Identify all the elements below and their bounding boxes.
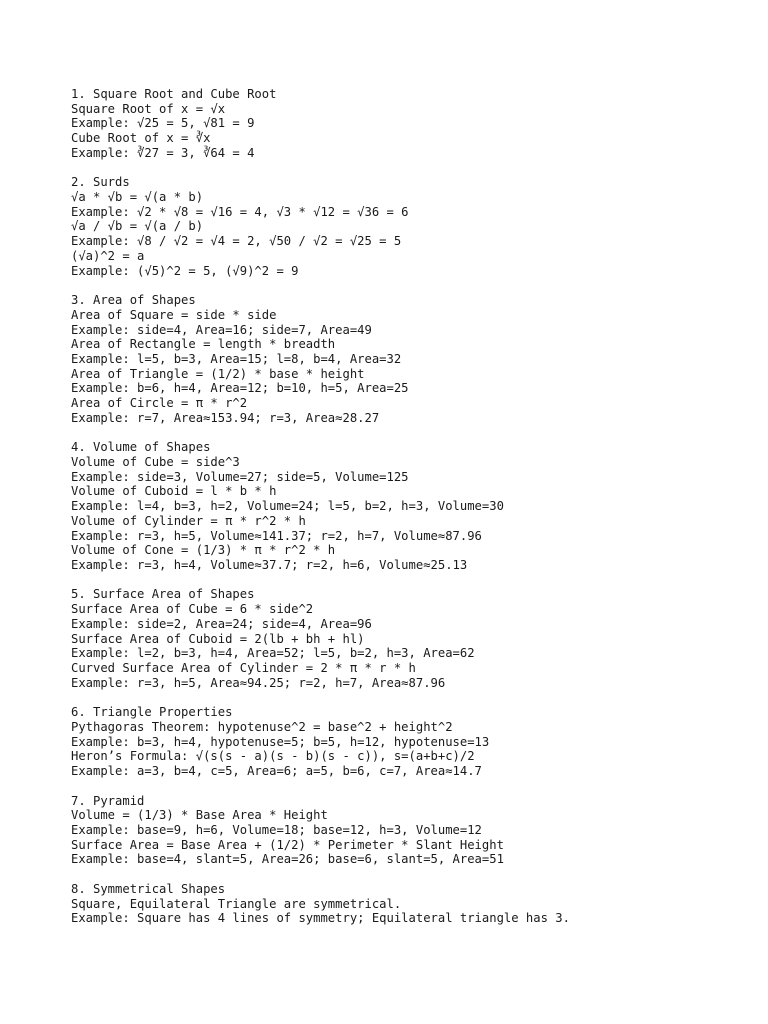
section-volume-of-shapes	[71, 440, 751, 572]
example-line: Example: b=3, h=4, hypotenuse=5; b=5, h=12, hypotenuse=13	[71, 734, 490, 749]
formula-line: Area of Square = side * side	[71, 307, 277, 322]
example-line: Example: a=3, b=4, c=5, Area=6; a=5, b=6, c=7, Area≈14.7	[71, 764, 482, 779]
formula-line: Surface Area = Base Area + (1/2) * Perimeter * Slant Height	[71, 837, 504, 852]
example-line: Example: l=2, b=3, h=4, Area=52; l=5, b=2, h=3, Area=62	[71, 646, 475, 661]
section-pyramid	[71, 794, 751, 868]
section-surds	[71, 175, 751, 278]
section-heading: 8. Symmetrical Shapes	[71, 881, 226, 896]
formula-line: Volume of Cube = side^3	[71, 454, 240, 469]
section-heading: 7. Pyramid	[71, 793, 145, 808]
formula-line: Pythagoras Theorem: hypotenuse^2 = base^2 + height^2	[71, 719, 453, 734]
formula-line: √a * √b = √(a * b)	[71, 190, 204, 205]
example-line: Example: ∛27 = 3, ∛64 = 4	[71, 145, 255, 160]
formula-line: Volume of Cuboid = l * b * h	[71, 484, 277, 499]
example-line: Example: √25 = 5, √81 = 9	[71, 116, 255, 131]
formula-line: (√a)^2 = a	[71, 248, 145, 263]
example-line: Example: √8 / √2 = √4 = 2, √50 / √2 = √25 = 5	[71, 234, 402, 249]
formula-line: Area of Triangle = (1/2) * base * height	[71, 366, 365, 381]
document-page	[71, 87, 751, 941]
formula-line: Heron’s Formula: √(s(s - a)(s - b)(s - c)), s=(a+b+c)/2	[71, 749, 475, 764]
example-line: Example: side=3, Volume=27; side=5, Volume=125	[71, 469, 409, 484]
formula-line: Area of Rectangle = length * breadth	[71, 337, 336, 352]
example-line: Example: side=4, Area=16; side=7, Area=49	[71, 322, 372, 337]
formula-line: Cube Root of x = ∛x	[71, 131, 211, 146]
section-heading: 3. Area of Shapes	[71, 293, 196, 308]
section-surface-area	[71, 587, 751, 690]
example-line: Example: Square has 4 lines of symmetry; Equilateral triangle has 3.	[71, 911, 570, 926]
section-heading: 4. Volume of Shapes	[71, 440, 211, 455]
formula-line: Surface Area of Cube = 6 * side^2	[71, 602, 314, 617]
section-square-cube-root	[71, 87, 751, 161]
example-line: Example: l=5, b=3, Area=15; l=8, b=4, Area=32	[71, 351, 402, 366]
example-line: Example: r=3, h=5, Area≈94.25; r=2, h=7, Area≈87.96	[71, 675, 446, 690]
formula-line: Area of Circle = π * r^2	[71, 396, 248, 411]
section-heading: 1. Square Root and Cube Root	[71, 87, 277, 101]
example-line: Example: l=4, b=3, h=2, Volume=24; l=5, b=2, h=3, Volume=30	[71, 499, 504, 514]
formula-line: Volume = (1/3) * Base Area * Height	[71, 808, 328, 823]
formula-line: Volume of Cone = (1/3) * π * r^2 * h	[71, 543, 336, 558]
section-heading: 2. Surds	[71, 175, 130, 190]
example-line: Example: side=2, Area=24; side=4, Area=96	[71, 616, 372, 631]
section-area-of-shapes	[71, 293, 751, 425]
example-line: Example: b=6, h=4, Area=12; b=10, h=5, Area=25	[71, 381, 409, 396]
example-line: Example: r=3, h=5, Volume≈141.37; r=2, h=7, Volume≈87.96	[71, 528, 482, 543]
example-line: Example: base=4, slant=5, Area=26; base=6, slant=5, Area=51	[71, 852, 504, 867]
formula-line: Volume of Cylinder = π * r^2 * h	[71, 513, 306, 528]
example-line: Example: √2 * √8 = √16 = 4, √3 * √12 = √36 = 6	[71, 204, 409, 219]
section-triangle-properties	[71, 705, 751, 779]
formula-line: Square, Equilateral Triangle are symmetrical.	[71, 896, 402, 911]
formula-line: √a / √b = √(a / b)	[71, 219, 204, 234]
example-line: Example: base=9, h=6, Volume=18; base=12, h=3, Volume=12	[71, 822, 482, 837]
formula-line: Square Root of x = √x	[71, 101, 226, 116]
formula-line: Curved Surface Area of Cylinder = 2 * π * r * h	[71, 661, 416, 676]
section-heading: 5. Surface Area of Shapes	[71, 587, 255, 602]
section-heading: 6. Triangle Properties	[71, 705, 233, 720]
example-line: Example: r=7, Area≈153.94; r=3, Area≈28.27	[71, 410, 380, 425]
formula-line: Surface Area of Cuboid = 2(lb + bh + hl)	[71, 631, 365, 646]
example-line: Example: r=3, h=4, Volume≈37.7; r=2, h=6, Volume≈25.13	[71, 558, 468, 572]
example-line: Example: (√5)^2 = 5, (√9)^2 = 9	[71, 263, 299, 278]
section-symmetrical-shapes	[71, 882, 751, 926]
